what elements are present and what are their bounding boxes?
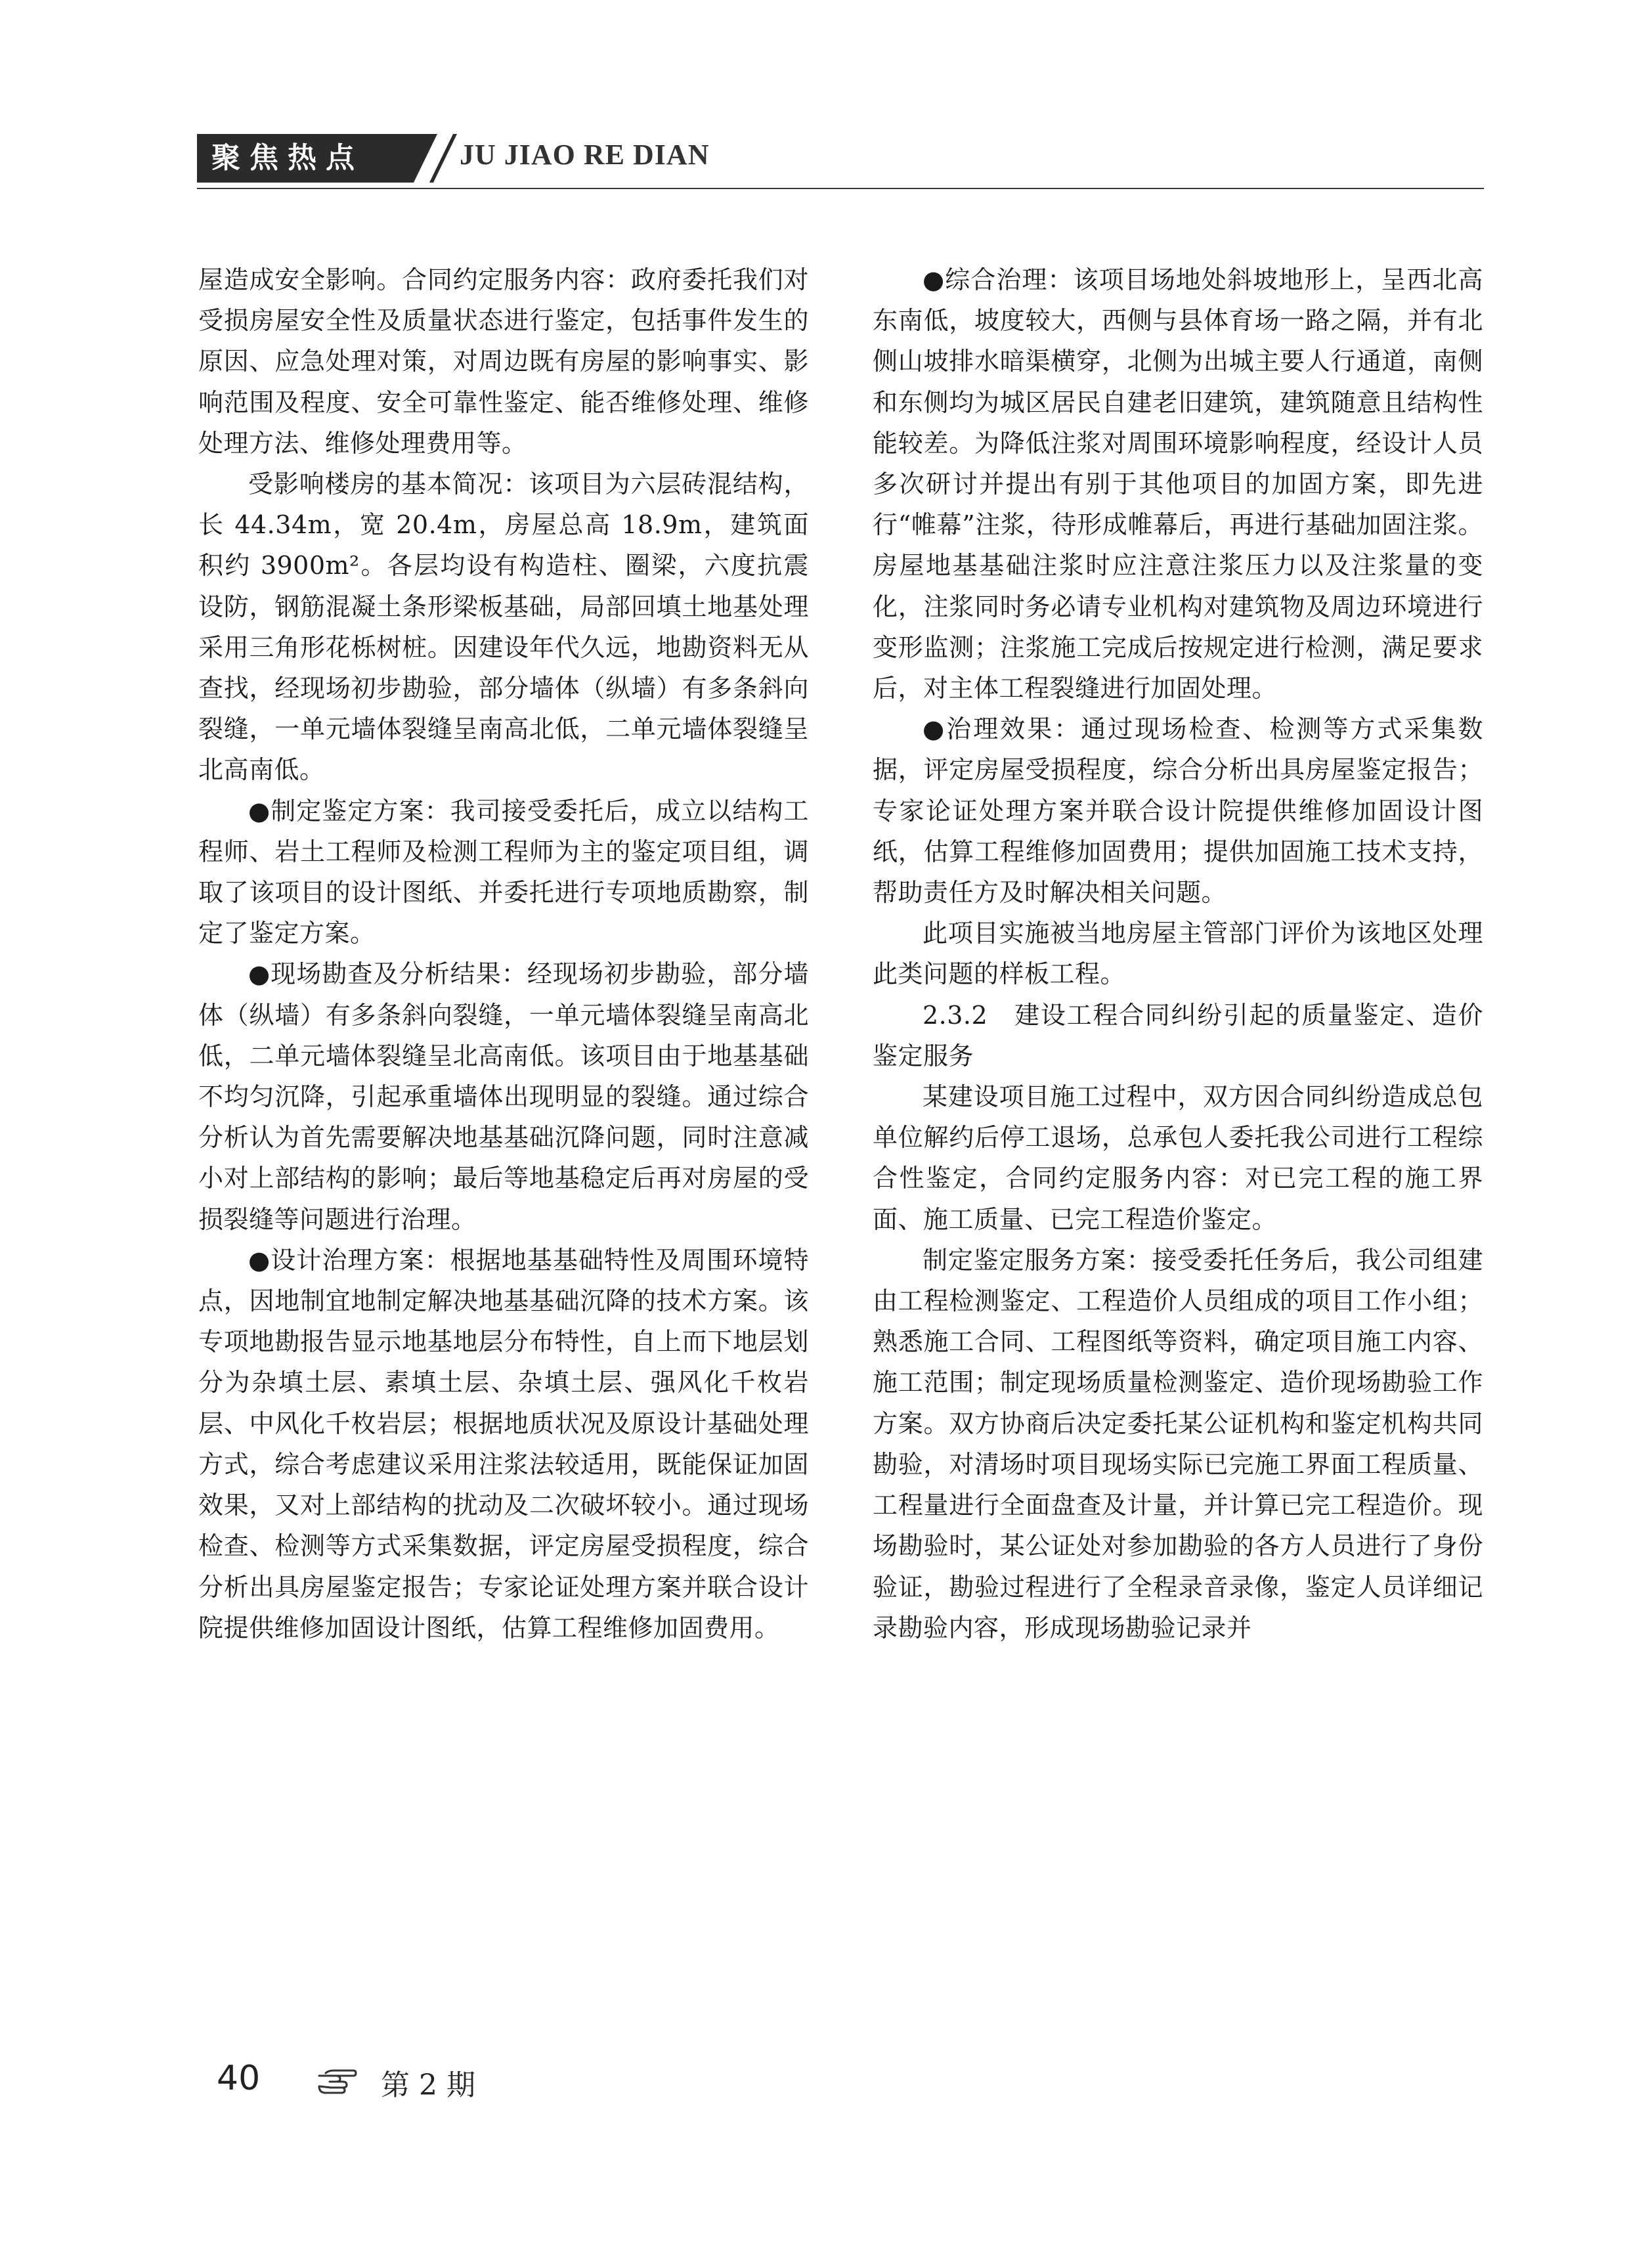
- section-subtitle: JU JIAO RE DIAN: [460, 139, 710, 171]
- section-badge: 聚焦热点: [197, 134, 414, 183]
- page-number: 40: [217, 2059, 261, 2098]
- paragraph: ●制定鉴定方案：我司接受委托后，成立以结构工程师、岩土工程师及检测工程师为主的鉴定项目组，调取了该项目的设计图纸、并委托进行专项地质勘察，制定了鉴定方案。: [198, 796, 809, 948]
- paragraph: ●治理效果：通过现场检查、检测等方式采集数据，评定房屋受损程度，综合分析出具房屋鉴定报告；专家论证处理方案并联合设计院提供维修加固设计图纸，估算工程维修加固费用；提供加固施工技术支持，帮助责任方及时解决相关问题。: [873, 714, 1483, 908]
- paragraph: ●设计治理方案：根据地基基础特性及周围环境特点，因地制宜地制定解决地基基础沉降的技术方案。该专项地勘报告显示地基地层分布特性，自上而下地层划分为杂填土层、素填土层、杂填土层、强风化千枚岩层、中风化千枚岩层；根据地质状况及原设计基础处理方式，综合考虑建议采用注浆法较适用，既能保证加固效果，又对上部结构的扰动及二次破坏较小。通过现场检查、检测等方式采集数据，评定房屋受损程度，综合分析出具房屋鉴定报告；专家论证处理方案并联合设计院提供维修加固设计图纸，估算工程维修加固费用。: [198, 1245, 809, 1642]
- paragraph: 此项目实施被当地房屋主管部门评价为该地区处理此类问题的样板工程。: [873, 919, 1483, 989]
- paragraph: 某建设项目施工过程中，双方因合同纠纷造成总包单位解约后停工退场，总承包人委托我公司进行工程综合性鉴定，合同约定服务内容：对已完工程的施工界面、施工质量、已完工程造价鉴定。: [873, 1082, 1483, 1234]
- paragraph: ●综合治理：该项目场地处斜坡地形上，呈西北高东南低，坡度较大，西侧与县体育场一路之隔，并有北侧山坡排水暗渠横穿，北侧为出城主要人行通道，南侧和东侧均为城区居民自建老旧建筑，建筑随意且结构性能较差。为降低注浆对周围环境影响程度，经设计人员多次研讨并提出有别于其他项目的加固方案，即先进行“帷幕”注浆，待形成帷幕后，再进行基础加固注浆。房屋地基基础注浆时应注意注浆压力以及注浆量的变化，注浆同时务必请专业机构对建筑物及周边环境进行变形监测；注浆施工完成后按规定进行检测，满足要求后，对主体工程裂缝进行加固处理。: [873, 265, 1483, 703]
- header-rule: [197, 188, 1484, 189]
- issue-label: 第 2 期: [381, 2069, 475, 2102]
- paragraph: ●现场勘查及分析结果：经现场初步勘验，部分墙体（纵墙）有多条斜向裂缝，一单元墙体裂缝呈南高北低，二单元墙体裂缝呈北高南低。该项目由于地基基础不均匀沉降，引起承重墙体出现明显的裂缝。通过综合分析认为首先需要解决地基基础沉降问题，同时注意减小对上部结构的影响；最后等地基稳定后再对房屋的受损裂缝等问题进行治理。: [198, 959, 809, 1234]
- section-heading: 2.3.2 建设工程合同纠纷引起的质量鉴定、造价鉴定服务: [873, 1000, 1483, 1070]
- right-column: [873, 259, 1483, 1648]
- running-header: [197, 129, 1484, 188]
- paragraph: 制定鉴定服务方案：接受委托任务后，我公司组建由工程检测鉴定、工程造价人员组成的项目工作小组；熟悉施工合同、工程图纸等资料，确定项目施工内容、施工范围；制定现场质量检测鉴定、造价现场勘验工作方案。双方协商后决定委托某公证机构和鉴定机构共同勘验，对清场时项目现场实际已完施工界面工程质量、工程量进行全面盘查及计量，并计算已完工程造价。现场勘验时，某公证处对参加勘验的各方人员进行了身份验证，勘验过程进行了全程录音录像，鉴定人员详细记录勘验内容，形成现场勘验记录并: [873, 1245, 1483, 1642]
- paragraph: 受影响楼房的基本简况：该项目为六层砖混结构，长 44.34m，宽 20.4m，房屋总高 18.9m，建筑面积约 3900m²。各层均设有构造柱、圈梁，六度抗震设防，钢筋混凝土条形梁板基础，局部回填土地基处理采用三角形花栎树桩。因建设年代久远，地勘资料无从查找，经现场初步勘验，部分墙体（纵墙）有多条斜向裂缝，一单元墙体裂缝呈南高北低，二单元墙体裂缝呈北高南低。: [198, 470, 809, 785]
- pointing-hand-icon: [316, 2067, 357, 2095]
- left-column: [198, 259, 809, 1648]
- paragraph: 屋造成安全影响。合同约定服务内容：政府委托我们对受损房屋安全性及质量状态进行鉴定，包括事件发生的原因、应急处理对策，对周边既有房屋的影响事实、影响范围及程度、安全可靠性鉴定、能否维修处理、维修处理方法、维修处理费用等。: [198, 265, 809, 458]
